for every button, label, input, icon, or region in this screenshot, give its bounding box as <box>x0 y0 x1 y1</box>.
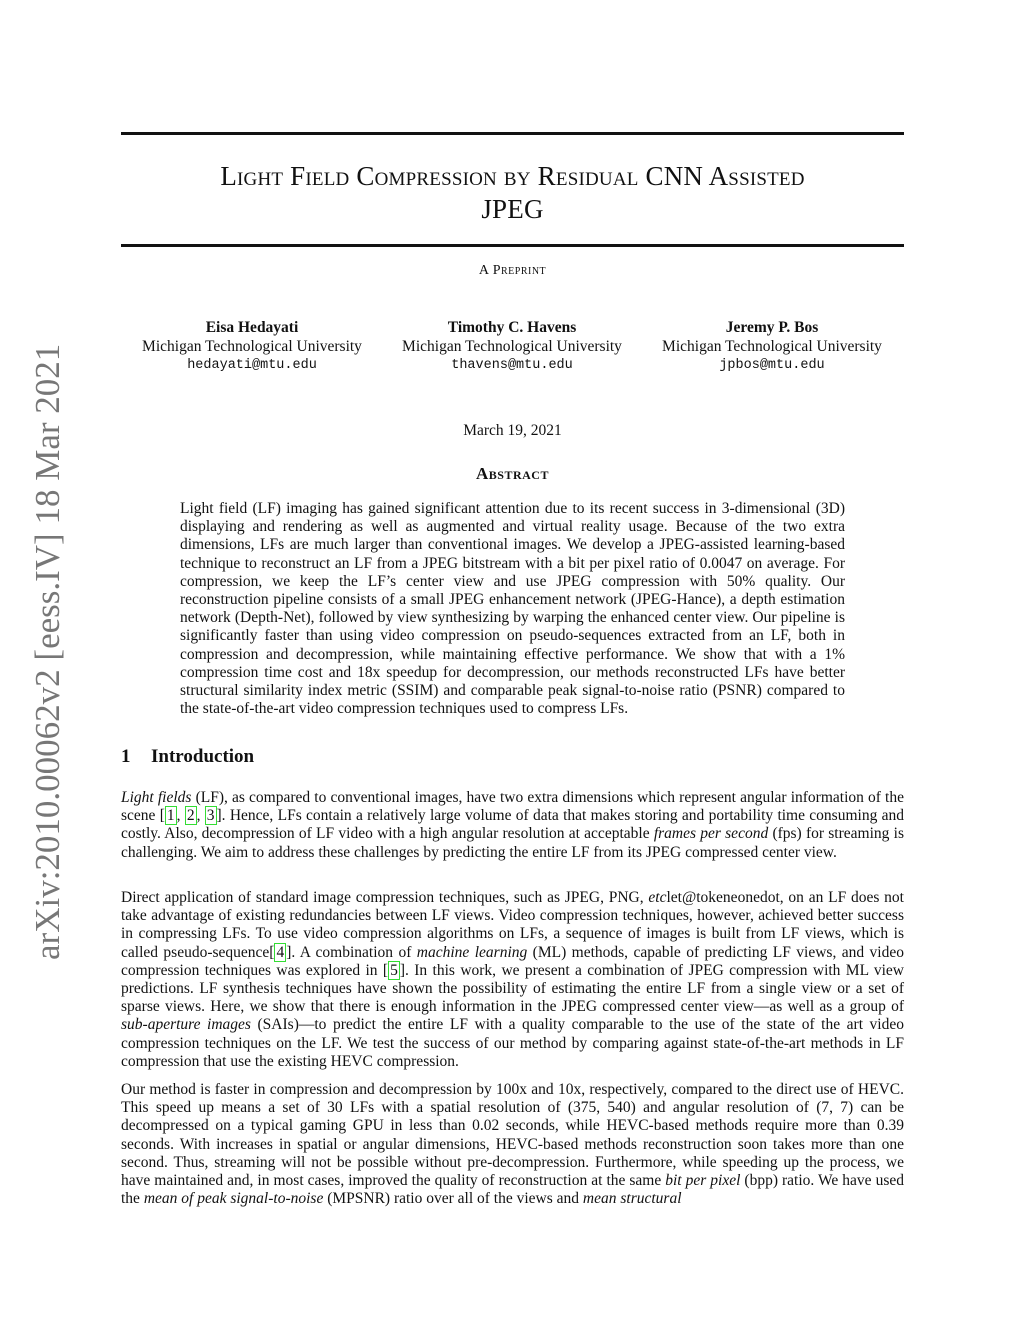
author-block <box>382 318 642 375</box>
paper-title <box>121 160 904 226</box>
author-affiliation: Michigan Technological University <box>662 338 882 355</box>
author-email[interactable]: thavens@mtu.edu <box>451 358 573 373</box>
math-angular-resolution: (7, 7) <box>816 1099 854 1117</box>
intro-paragraph-2: Direct application of standard image compression techniques, such as JPEG, PNG, etclet@tokeneonedot, on an LF does not take advantage of existing redundancies between LF views. Video compression techniques, however, achieved better success in compressing LFs. To use video compression algorithms on LFs, a sequence of images is built from LF views, which is called pseudo-sequence[ 4 ]. A combination of machine learning (ML) methods, capable of predicting LF views, and video compression techniques was explored in [ 5 ]. In this work, we present a combination of JPEG compression with ML view predictions. LF synthesis techniques have shown the possibility of estimating the entire LF from a single view or a set of sparse views. Here, we show that there is enough information in the JPEG compressed center view—as well as a group of sub-aperture images (SAIs)—to predict the entire LF with a quality comparable to the use of the state of the art video compression techniques on the LF. We test the success of our method by comparing against state-of-the-art methods in LF compression that use the existing HEVC compression. <box>121 889 904 1070</box>
author-block <box>122 318 382 375</box>
author-email[interactable]: jpbos@mtu.edu <box>719 358 825 373</box>
title-line-1: Light Field Compression by Residual CNN Assisted <box>220 161 805 191</box>
section-heading-introduction <box>121 746 254 768</box>
publication-date: March 19, 2021 <box>463 422 562 439</box>
author-name: Eisa Hedayati <box>205 319 299 336</box>
citation-link[interactable]: 1 <box>166 807 175 825</box>
title-bottom-rule <box>121 244 904 247</box>
author-affiliation: Michigan Technological University <box>142 338 362 355</box>
citation-link[interactable]: 5 <box>390 961 398 979</box>
intro-paragraph-1: Light fields (LF), as compared to conventional images, have two extra dimensions which represent angular information of the scene [ 1 , 2 , 3 ]. Hence, LFs contain a relatively large volume of data that makes storing and portability time consuming and costly. Also, decompression of LF video with a high angular resolution at acceptable frames per second (fps) for streaming is challenging. We aim to address these challenges by predicting the entire LF from its JPEG compressed center view. <box>121 789 905 861</box>
citation-link[interactable]: 3 <box>206 807 215 825</box>
abstract-body: Light field (LF) imaging has gained significant attention due to its recent success in 3-dimensional (3D) displaying and rendering as well as augmented and virtual reality usage. Because of the two extra dimensions, LFs are much larger than conventional images. We develop a JPEG-assisted learning-based technique to reconstruct an LF from a JPEG bitstream with a bit per pixel ratio of 0.0047 on average. For compression, we keep the LF’s center view and use JPEG compression with 50% quality. Our reconstruction pipeline consists of a small JPEG enhancement network (JPEG-Hance), a depth estimation network (Depth-Net), followed by view synthesizing by warping the enhanced center view. Our pipeline is significantly faster than using video compression on pseudo-sequences extracted from an LF, both in compression and decompression, while maintaining effective performance. We show that with a 1% compression time cost and 18x speedup for decompression, our methods reconstructed LFs have better structural similarity index metric (SSIM) and comparable peak signal-to-noise ratio (PSNR) compared to the state-of-the-art video compression techniques used to compress LFs. <box>180 500 845 718</box>
arxiv-identifier-stamp: arXiv:2010.00062v2 [eess.IV] 18 Mar 2021 <box>28 343 67 960</box>
intro-paragraph-3: Our method is faster in compression and decompression by 100x and 10x, respectively, compared to the direct use of HEVC. This speed up means a set of 30 LFs with a spatial resolution of (375, 540) and angular resolution of (7, 7) can be decompressed on a typical gaming GPU in less than 0.02 seconds, while HEVC-based methods require more than 0.39 seconds. With increases in spatial or angular dimensions, HEVC-based methods reconstruction soon takes more than one second. Thus, streaming will not be possible without pre-decompression. Furthermore, while speeding up the process, we have maintained and, in most cases, improved the quality of reconstruction at the same bit per pixel (bpp) ratio. We have used the mean of peak signal-to-noise (MPSNR) ratio over all of the views and mean structural <box>121 1081 904 1208</box>
citation-link[interactable]: 2 <box>186 807 195 825</box>
title-top-rule <box>121 132 904 135</box>
math-spatial-resolution: (375, 540) <box>567 1099 636 1117</box>
section-title: Introduction <box>151 746 255 767</box>
author-name: Timothy C. Havens <box>447 319 577 336</box>
author-email[interactable]: hedayati@mtu.edu <box>187 358 317 373</box>
author-name: Jeremy P. Bos <box>725 319 819 336</box>
author-block <box>642 318 902 375</box>
section-number: 1 <box>121 746 131 767</box>
abstract-heading: Abstract <box>476 464 549 483</box>
citation-link[interactable]: 4 <box>276 943 285 961</box>
preprint-label: A Preprint <box>478 263 547 278</box>
title-line-2: JPEG <box>481 194 544 224</box>
author-affiliation: Michigan Technological University <box>402 338 622 355</box>
